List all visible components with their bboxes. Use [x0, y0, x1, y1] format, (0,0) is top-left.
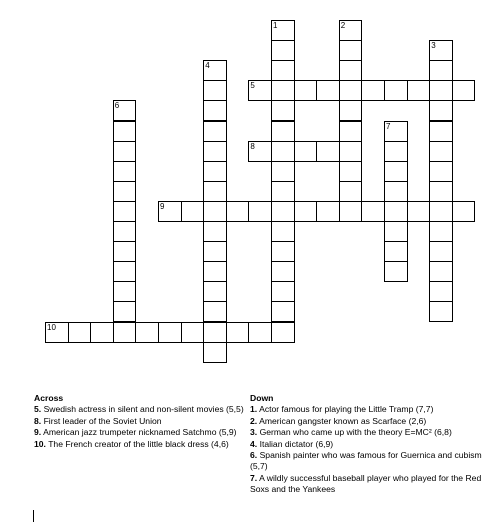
- clue-number: 5.: [34, 404, 42, 415]
- clue-number: 1.: [250, 404, 258, 415]
- grid-cell[interactable]: [339, 60, 363, 81]
- clue-number-label: 9: [160, 201, 165, 211]
- clue-text: Italian dictator (6,9): [259, 438, 334, 449]
- grid-cell[interactable]: [90, 322, 114, 343]
- grid-cell[interactable]: [203, 201, 227, 222]
- grid-cell[interactable]: [384, 241, 408, 262]
- grid-cell[interactable]: [203, 80, 227, 101]
- grid-cell[interactable]: [68, 322, 92, 343]
- grid-cell[interactable]: [339, 201, 363, 222]
- grid-cell[interactable]: [226, 201, 250, 222]
- grid-cell[interactable]: [384, 221, 408, 242]
- down-clue-7: [250, 473, 485, 496]
- clue-number: 4.: [250, 438, 258, 449]
- clue-number-label: 7: [386, 121, 391, 131]
- grid-cell[interactable]: [271, 161, 295, 182]
- grid-cell[interactable]: [452, 201, 476, 222]
- grid-cell[interactable]: [203, 121, 227, 142]
- grid-cell[interactable]: [135, 322, 159, 343]
- clue-number-label: 4: [205, 61, 210, 71]
- grid-cell[interactable]: [429, 201, 453, 222]
- grid-cell[interactable]: [271, 281, 295, 302]
- grid-cell[interactable]: [429, 121, 453, 142]
- text-cursor: [33, 510, 34, 522]
- grid-cell[interactable]: [248, 322, 272, 343]
- clue-number-label: 10: [47, 322, 56, 332]
- grid-cell[interactable]: [113, 181, 137, 202]
- grid-cell[interactable]: [429, 141, 453, 162]
- grid-cell[interactable]: [203, 342, 227, 363]
- grid-cell[interactable]: [361, 201, 385, 222]
- grid-cell[interactable]: [271, 201, 295, 222]
- clue-text: A wildly successful baseball player who played for the Red Soxs and the Yankees: [250, 472, 482, 495]
- grid-cell[interactable]: [452, 80, 476, 101]
- clue-number: 7.: [250, 472, 258, 483]
- grid-cell[interactable]: [113, 121, 137, 142]
- grid-cell[interactable]: [429, 40, 453, 61]
- grid-cell[interactable]: [226, 322, 250, 343]
- clue-number: 10.: [34, 438, 46, 449]
- grid-cell[interactable]: [203, 60, 227, 81]
- grid-cell[interactable]: [429, 281, 453, 302]
- clue-number: 3.: [250, 427, 258, 438]
- clue-text: German who came up with the theory E=MC² (6,8): [259, 427, 452, 438]
- clue-number-label: 6: [114, 101, 120, 111]
- clue-text: The French creator of the little black dress (4,6): [48, 438, 229, 449]
- grid-cell[interactable]: [271, 121, 295, 142]
- clue-number-label: 2: [340, 21, 346, 30]
- grid-cell[interactable]: [339, 141, 363, 162]
- grid-cell[interactable]: [429, 301, 453, 322]
- clue-number: 9.: [34, 427, 42, 438]
- clue-number: 6.: [250, 450, 258, 461]
- grid-cell[interactable]: [113, 141, 137, 162]
- grid-cell[interactable]: [203, 281, 227, 302]
- grid-cell[interactable]: [271, 100, 295, 121]
- grid-cell[interactable]: [113, 201, 137, 222]
- grid-cell[interactable]: [339, 80, 363, 101]
- grid-cell[interactable]: [203, 261, 227, 282]
- grid-cell[interactable]: [113, 161, 137, 182]
- down-clues: [250, 393, 485, 496]
- grid-cell[interactable]: [316, 141, 340, 162]
- grid-cell[interactable]: [271, 80, 295, 101]
- grid-cell[interactable]: [203, 301, 227, 322]
- grid-cell[interactable]: [429, 80, 453, 101]
- clue-text: First leader of the Soviet Union: [43, 415, 162, 426]
- grid-cell[interactable]: [384, 161, 408, 182]
- clue-number: 2.: [250, 415, 258, 426]
- clue-text: American jazz trumpeter nicknamed Satchmo (5,9): [43, 427, 237, 438]
- grid-cell[interactable]: [45, 322, 69, 343]
- grid-cell[interactable]: [316, 80, 340, 101]
- grid-cell[interactable]: [271, 301, 295, 322]
- down-clue-2: [250, 416, 485, 427]
- grid-cell[interactable]: [113, 221, 137, 242]
- grid-cell[interactable]: [113, 100, 137, 121]
- grid-cell[interactable]: [113, 322, 137, 343]
- clue-text: Spanish painter who was famous for Guernica and cubism (5,7): [250, 450, 482, 472]
- grid-cell[interactable]: [384, 121, 408, 142]
- grid-cell[interactable]: [407, 201, 431, 222]
- grid-cell[interactable]: [429, 221, 453, 242]
- clue-number-label: 8: [250, 141, 255, 151]
- across-heading: Across: [34, 393, 64, 403]
- grid-cell[interactable]: [429, 181, 453, 202]
- grid-cell[interactable]: [339, 161, 363, 182]
- grid-cell[interactable]: [271, 181, 295, 202]
- grid-cell[interactable]: [361, 80, 385, 101]
- grid-cell[interactable]: [248, 201, 272, 222]
- across-clues: [34, 393, 244, 450]
- grid-cell[interactable]: [203, 161, 227, 182]
- grid-cell[interactable]: [181, 322, 205, 343]
- grid-cell[interactable]: [271, 221, 295, 242]
- grid-cell[interactable]: [429, 241, 453, 262]
- grid-cell[interactable]: [339, 181, 363, 202]
- grid-cell[interactable]: [248, 80, 272, 101]
- grid-cell[interactable]: [384, 80, 408, 101]
- grid-cell[interactable]: [429, 60, 453, 81]
- grid-cell[interactable]: [271, 322, 295, 343]
- grid-cell[interactable]: [271, 60, 295, 81]
- grid-cell[interactable]: [158, 322, 182, 343]
- grid-cell[interactable]: [339, 121, 363, 142]
- down-heading: Down: [250, 393, 274, 403]
- across-clue-10: [34, 439, 244, 450]
- grid-cell[interactable]: [429, 161, 453, 182]
- grid-cell[interactable]: [203, 241, 227, 262]
- grid-cell[interactable]: [384, 261, 408, 282]
- down-clue-1: [250, 404, 485, 415]
- grid-cell[interactable]: [271, 20, 295, 41]
- grid-cell[interactable]: [294, 201, 318, 222]
- grid-cell[interactable]: [271, 261, 295, 282]
- grid-cell[interactable]: [113, 261, 137, 282]
- grid-cell[interactable]: [181, 201, 205, 222]
- grid-cell[interactable]: [384, 201, 408, 222]
- across-clue-8: [34, 416, 244, 427]
- grid-cell[interactable]: [316, 201, 340, 222]
- grid-cell[interactable]: [407, 80, 431, 101]
- across-clue-9: [34, 427, 244, 438]
- grid-cell[interactable]: [158, 201, 182, 222]
- grid-cell[interactable]: [113, 301, 137, 322]
- across-clue-5: [34, 404, 244, 415]
- grid-cell[interactable]: [429, 261, 453, 282]
- grid-cell[interactable]: [429, 100, 453, 121]
- grid-cell[interactable]: [113, 281, 137, 302]
- clue-number-label: 5: [250, 81, 255, 91]
- down-clue-6: [250, 450, 485, 473]
- grid-cell[interactable]: [294, 80, 318, 101]
- clue-number-label: 1: [273, 21, 278, 30]
- grid-cell[interactable]: [339, 40, 363, 61]
- clue-text: Actor famous for playing the Little Tramp (7,7): [259, 404, 434, 415]
- grid-cell[interactable]: [339, 20, 363, 41]
- grid-cell[interactable]: [384, 181, 408, 202]
- grid-cell[interactable]: [203, 322, 227, 343]
- grid-cell[interactable]: [203, 141, 227, 162]
- grid-cell[interactable]: [271, 40, 295, 61]
- grid-cell[interactable]: [203, 181, 227, 202]
- clue-number: 8.: [34, 415, 42, 426]
- clue-text: Swedish actress in silent and non-silent movies (5,5): [43, 404, 244, 415]
- grid-cell[interactable]: [203, 100, 227, 121]
- grid-cell[interactable]: [271, 241, 295, 262]
- grid-cell[interactable]: [113, 241, 137, 262]
- clue-text: American gangster known as Scarface (2,6): [259, 415, 427, 426]
- down-clue-4: [250, 439, 485, 450]
- grid-cell[interactable]: [271, 141, 295, 162]
- grid-cell[interactable]: [248, 141, 272, 162]
- grid-cell[interactable]: [294, 141, 318, 162]
- grid-cell[interactable]: [203, 221, 227, 242]
- grid-cell[interactable]: [339, 100, 363, 121]
- grid-cell[interactable]: [384, 141, 408, 162]
- down-clue-3: [250, 427, 485, 438]
- clue-number-label: 3: [431, 41, 436, 51]
